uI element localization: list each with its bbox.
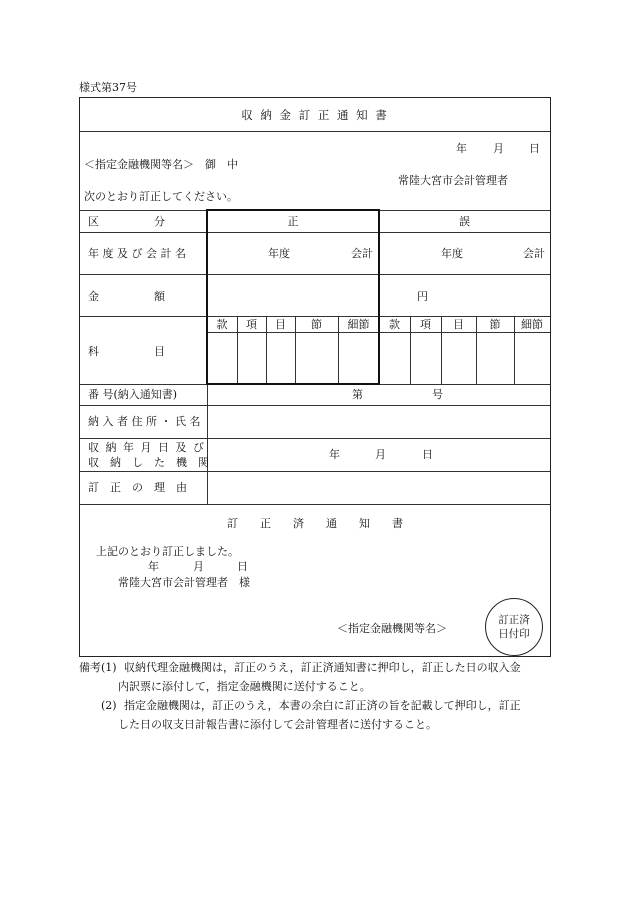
remark-item-1-cont (79, 679, 559, 698)
header-date-day: 日 (529, 142, 540, 155)
correct-subject-kan: 款 (216, 318, 228, 331)
remark-1-number: (1) (101, 661, 117, 674)
wrong-subject-moku: 目 (453, 318, 464, 331)
receipt-month: 月 (375, 448, 386, 461)
table-bottom-line (80, 504, 550, 505)
correction-date-stamp (485, 598, 543, 656)
remark-item-2-cont (79, 717, 559, 736)
wrong-header: 誤 (459, 215, 470, 228)
done-to: 常陸大宮市会計管理者 様 (118, 576, 250, 589)
fiscal-label: 年度及び会計名 (88, 247, 190, 260)
form-title: 収 納 金 訂 正 通 知 書 (241, 108, 389, 122)
number-prefix: 第 (352, 388, 363, 401)
number-suffix: 号 (432, 388, 443, 401)
correction-notice-form (79, 97, 551, 657)
receipt-day: 日 (422, 448, 433, 461)
remark-1-line2: 内訳票に添付して，指定金融機関に送付すること。 (118, 680, 371, 693)
correct-subject-moku: 目 (275, 318, 286, 331)
table-line (80, 405, 550, 406)
title-divider (80, 131, 550, 132)
form-number: 様式第37号 (79, 81, 137, 94)
table-line (80, 471, 550, 472)
remarks-label: 備考 (79, 661, 101, 674)
remark-2-number: (2) (101, 699, 117, 712)
done-day: 日 (237, 560, 248, 573)
wrong-subject-kou: 項 (420, 318, 431, 331)
remark-item-2 (79, 698, 559, 717)
correct-fiscal-account: 会計 (351, 247, 373, 260)
subject-label: 科 目 (88, 345, 165, 358)
wrong-subject-setsu: 節 (489, 318, 501, 331)
wrong-subject-kan: 款 (389, 318, 400, 331)
addressee: ＜指定金融機関等名＞ 御 中 (84, 158, 238, 171)
wrong-fiscal-account: 会計 (523, 247, 545, 260)
remark-item-1 (79, 660, 559, 679)
remark-2-line1: 指定金融機関は，訂正のうえ，本書の余白に訂正済の旨を記載して押印し，訂正 (124, 699, 521, 712)
wrong-subject-saisetsu: 細節 (521, 318, 543, 331)
receipt-label-line1: 収納年月日及び (88, 441, 211, 454)
stamp-line2: 日付印 (498, 628, 530, 640)
number-label: 番 号(納入通知書) (88, 388, 178, 401)
correct-subject-kou: 項 (246, 318, 257, 331)
division-label: 区 分 (88, 215, 165, 228)
done-month: 月 (193, 560, 204, 573)
correct-subject-saisetsu: 細節 (347, 318, 370, 331)
correct-fiscal-year: 年度 (268, 247, 290, 260)
payer-label: 納入者住所・氏名 (88, 415, 204, 428)
header-date-month: 月 (493, 142, 504, 155)
wrong-fiscal-year: 年度 (441, 247, 463, 260)
request-text: 次のとおり訂正してください。 (84, 190, 238, 203)
remark-2-line2: した日の収支日計報告書に添付して会計管理者に送付すること。 (118, 718, 437, 731)
done-from: ＜指定金融機関等名＞ (337, 622, 447, 635)
receipt-year: 年 (329, 448, 340, 461)
remark-1-line1: 収納代理金融機関は，訂正のうえ，訂正済通知書に押印し，訂正した日の収入金 (124, 661, 521, 674)
amount-label: 金 額 (88, 290, 165, 303)
receipt-label-line2: 収 納 し た 機 関 (88, 456, 209, 469)
correct-header: 正 (287, 215, 299, 228)
header-date-year: 年 (456, 142, 467, 155)
correct-subject-setsu: 節 (311, 318, 322, 331)
done-year: 年 (148, 560, 159, 573)
correct-column-frame (206, 209, 380, 385)
done-title: 訂 正 済 通 知 書 (227, 517, 403, 530)
sender: 常陸大宮市会計管理者 (398, 174, 508, 187)
reason-label: 訂 正 の 理 由 (88, 481, 187, 494)
stamp-line1: 訂正済 (498, 613, 530, 626)
remarks (79, 660, 559, 736)
amount-unit: 円 (417, 290, 428, 303)
table-line (80, 438, 550, 439)
done-text: 上記のとおり訂正しました。 (96, 545, 239, 558)
